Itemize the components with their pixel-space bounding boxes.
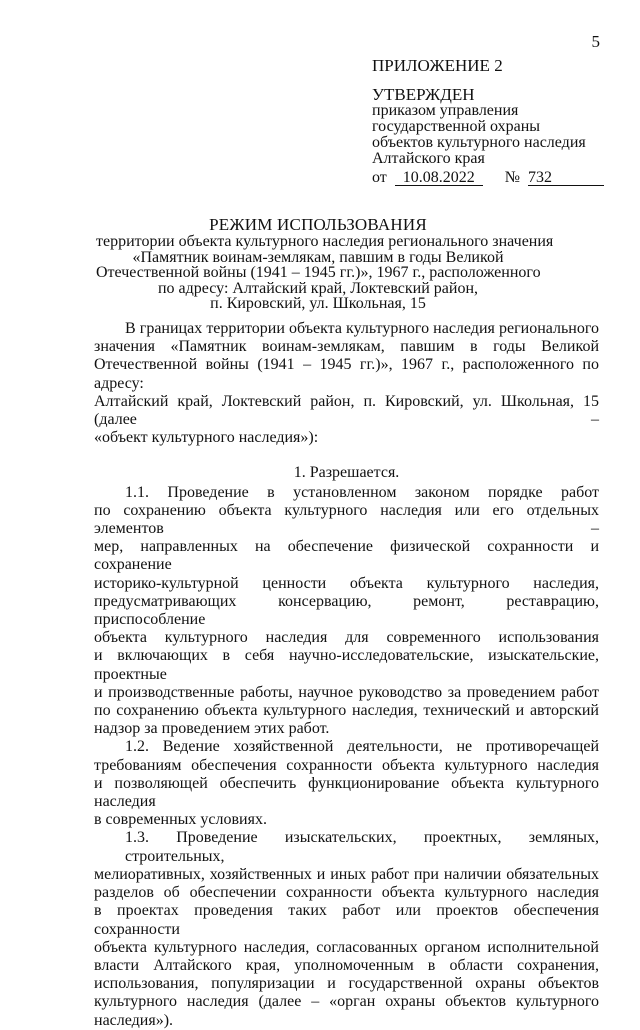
text-line: Алтайский край, Локтевский район, п. Кировский, ул. Школьная, 15 (далее – xyxy=(94,392,599,429)
text-line: мер, направленных на обеспечение физической сохранности и сохранение xyxy=(94,538,599,574)
from-label: от xyxy=(372,169,387,186)
document-title: РЕЖИМ ИСПОЛЬЗОВАНИЯ xyxy=(209,215,427,234)
order-date: 10.08.2022 xyxy=(395,170,483,186)
item-1-3 xyxy=(94,829,599,1029)
document-body xyxy=(94,320,599,1030)
heading-line: Отечественной войны (1941 – 1945 гг.)», 1967 г., расположенного xyxy=(96,264,541,281)
text-line: власти Алтайского края, уполномоченным в области сохранения, xyxy=(94,956,599,974)
intro-paragraph xyxy=(94,320,599,447)
text-line: и включающих в себя научно-исследовательские, изыскательские, проектные xyxy=(94,647,599,683)
approval-line: объектов культурного наследия xyxy=(372,134,586,151)
text-line: разделов об обеспечении сохранности объекта культурного наследия xyxy=(94,884,599,902)
heading-line: территории объекта культурного наследия регионального значения xyxy=(96,233,554,250)
item-1-2 xyxy=(94,738,599,829)
text-line: и производственные работы, научное руководство за проведением работ xyxy=(94,683,599,701)
page-number: 5 xyxy=(591,32,600,51)
appendix-title: ПРИЛОЖЕНИЕ 2 xyxy=(372,56,503,75)
text-line: значения «Памятник воинам-землякам, павшим в годы Великой xyxy=(94,338,599,356)
heading-line: п. Кировский, ул. Школьная, 15 xyxy=(210,295,426,312)
heading-line: «Памятник воинам-землякам, павшим в годы Великой xyxy=(132,248,504,266)
text-line: по сохранению объекта культурного наследия или его отдельных элементов – xyxy=(94,501,599,538)
text-line: мелиоративных, хозяйственных и иных работ при наличии обязательных xyxy=(94,865,599,883)
approval-line: Алтайского края xyxy=(372,150,485,167)
text-line: в современных условиях. xyxy=(94,811,267,829)
text-line: В границах территории объекта культурного наследия регионального xyxy=(125,320,599,337)
order-date-number xyxy=(372,170,604,186)
approval-line: государственной охраны xyxy=(372,118,541,135)
text-line: культурного наследия (далее – «орган охраны объектов культурного xyxy=(94,993,599,1011)
text-line: предусматривающих консервацию, ремонт, реставрацию, приспособление xyxy=(94,592,599,629)
text-line: использования, популяризации и государственной охраны объектов xyxy=(94,975,599,993)
order-number: 732 xyxy=(528,170,604,186)
approval-block xyxy=(372,58,604,186)
item-1-1 xyxy=(94,484,599,739)
approval-line: приказом управления xyxy=(372,102,519,119)
text-line: Отечественной войны (1941 – 1945 гг.)», 1967 г., расположенного по адресу: xyxy=(94,356,599,392)
text-line: «объект культурного наследия»): xyxy=(94,429,319,447)
text-line: историко-культурной ценности объекта культурного наследия, xyxy=(94,574,599,592)
text-line: наследия»). xyxy=(94,1011,174,1029)
text-line: в проектах проведения таких работ или проектов обеспечения сохранности xyxy=(94,902,599,938)
number-label: № xyxy=(504,169,521,186)
text-line: и позволяющей обеспечить функционирование объекта культурного наследия xyxy=(94,774,599,811)
text-line: объекта культурного наследия для современного использования xyxy=(94,629,599,647)
approved-label: УТВЕРЖДЕН xyxy=(372,85,475,104)
text-line: по сохранению объекта культурного наследия, технический и авторский xyxy=(94,702,599,720)
text-line: 1.2. Ведение хозяйственной деятельности, не противоречащей xyxy=(125,738,599,756)
text-line: объекта культурного наследия, согласованных органом исполнительной xyxy=(94,938,599,956)
text-line: требованиям обеспечения сохранности объекта культурного наследия xyxy=(94,756,599,774)
text-line: надзор за проведением этих работ. xyxy=(94,720,330,738)
document-heading xyxy=(96,215,554,312)
text-line: 1.1. Проведение в установленном законом порядке работ xyxy=(125,483,599,501)
heading-line: по адресу: Алтайский край, Локтевский район, xyxy=(157,279,479,297)
text-line: 1.3. Проведение изыскательских, проектных, земляных, строительных, xyxy=(125,829,599,865)
section-title: 1. Разрешается. xyxy=(293,464,400,482)
